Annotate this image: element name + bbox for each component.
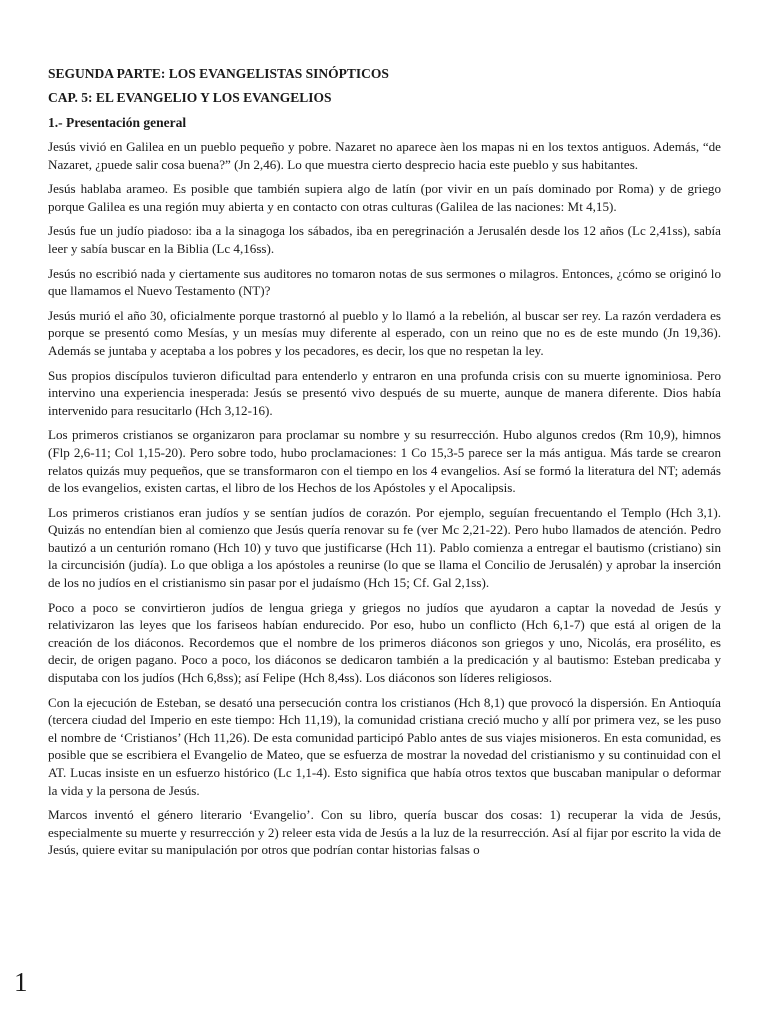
section-title: 1.- Presentación general (48, 115, 187, 130)
paragraph: Los primeros cristianos se organizaron para proclamar su nombre y su resurrección. Hubo algunos credos (Rm 10,9), himnos (Flp 2,6-11; Col 1,15-20). Pero sobre todo, hubo proclamaciones: 1 Co 15,3-5 parece ser la más antigua. Más tarde se crearon relatos quizás muy pequeños, que se transformaron con el tiempo en los 4 evangelios. Así se formó la literatura del NT; además de los evangelios, existen cartas, el libro de los Hechos de los Apóstoles y el Apocalipsis. (48, 427, 721, 496)
paragraph: Marcos inventó el género literario ‘Evangelio’. Con su libro, quería buscar dos cosas: 1) recuperar la vida de Jesús, especialmente su muerte y resurrección y 2) releer esta vida de Jesús a la luz de la resurrección. Así al fijar por escrito la vida de Jesús, quiere evitar su manipulación por otros que podrían contar historias falsas o (48, 807, 721, 858)
paragraph: Los primeros cristianos eran judíos y se sentían judíos de corazón. Por ejemplo, seguían frecuentando el Templo (Hch 3,1). Quizás no entendían bien al comienzo que Jesús quería renovar su fe (ver Mc 2,21-22). Pero hubo llamados de atención. Pedro bautizó a un centurión romano (Hch 10) y tuvo que justificarse (Hch 11). Pablo comienza a entregar el bautismo (cristiano) sin la circuncisión (judía). Lo que obliga a los apóstoles a reunirse (lo que se llama el Concilio de Jerusalén) y aprobar la inserción de los no judíos en el cristianismo sin pasar por el judaísmo (Hch 15; Cf. Gal 2,1ss). (48, 504, 721, 591)
paragraph: Jesús hablaba arameo. Es posible que también supiera algo de latín (por vivir en un país dominado por Roma) y de griego porque Galilea es una región muy abierta y en contacto con otras culturas (Galilea de las naciones: Mt 4,15). (48, 181, 721, 214)
paragraph: Jesús no escribió nada y ciertamente sus auditores no tomaron notas de sus sermones o milagros. Entonces, ¿cómo se originó lo que llamamos el Nuevo Testamento (NT)? (48, 265, 721, 299)
chapter-title: CAP. 5: EL EVANGELIO Y LOS EVANGELIOS (48, 90, 332, 105)
paragraph: Jesús fue un judío piadoso: iba a la sinagoga los sábados, iba en peregrinación a Jerusalén desde los 12 años (Lc 2,41ss), sabía leer y sabía buscar en la Biblia (Lc 4,16ss). (48, 223, 721, 256)
document-body (48, 64, 721, 866)
part-title: SEGUNDA PARTE: LOS EVANGELISTAS SINÓPTICOS (48, 66, 389, 81)
paragraph: Poco a poco se convirtieron judíos de lengua griega y griegos no judíos que ayudaron a captar la novedad de Jesús y relativizaron las leyes que los fariseos habían endurecido. Por eso, hubo un conflicto (Hch 6,1-7) que está al origen de la creación de los diáconos. Recordemos que el nombre de los primeros diáconos son griegos y uno, Nicolás, era prosélito, es decir, de origen pagano. Poco a poco, los diáconos se dedicaron también a la predicación y al bautismo: Esteban predicaba y disputaba con los judíos (Hch 6,8ss); así Felipe (Hch 8,4ss). Los diáconos son líderes religiosos. (48, 599, 721, 686)
paragraph: Sus propios discípulos tuvieron dificultad para entenderlo y entraron en una profunda crisis con su muerte ignominiosa. Pero intervino una experiencia inesperada: Jesús se presentó vivo después de su muerte, aunque de manera diferente. Dios había intervenido para resucitarlo (Hch 3,12-16). (48, 367, 721, 418)
page-number: 1 (14, 967, 28, 997)
paragraph: Jesús vivió en Galilea en un pueblo pequeño y pobre. Nazaret no aparece àen los mapas ni en los textos antiguos. Además, “de Nazaret, ¿puede salir cosa buena?” (Jn 2,46). Lo que muestra cierto desprecio hacia este pueblo y sus habitantes. (48, 139, 721, 172)
paragraph: Con la ejecución de Esteban, se desató una persecución contra los cristianos (Hch 8,1) que provocó la dispersión. En Antioquía (tercera ciudad del Imperio en este tiempo: Hch 11,19), la comunidad cristiana creció mucho y allí por primera vez, se les puso el nombre de ‘Cristianos’ (Hch 11,26). De esta comunidad participó Pablo antes de sus viajes misioneros. En esta comunidad, es posible que se escribiera el Evangelio de Mateo, que se esfuerza de mostrar la novedad del cristianismo y su continuidad con el AT. Lucas insiste en un esfuerzo histórico (Lc 1,1-4). Esto significa que había otros textos que buscaban manipular o deformar la vida y la persona de Jesús. (48, 694, 721, 798)
paragraph: Jesús murió el año 30, oficialmente porque trastornó al pueblo y lo llamó a la rebelión, al buscar ser rey. La razón verdadera es porque se presentó como Mesías, y un mesías muy diferente al esperado, con un reino que no es de este mundo (Jn 19,36). Además se juntaba y aceptaba a los pobres y los pecadores, es decir, los que no respetan la ley. (48, 307, 721, 358)
